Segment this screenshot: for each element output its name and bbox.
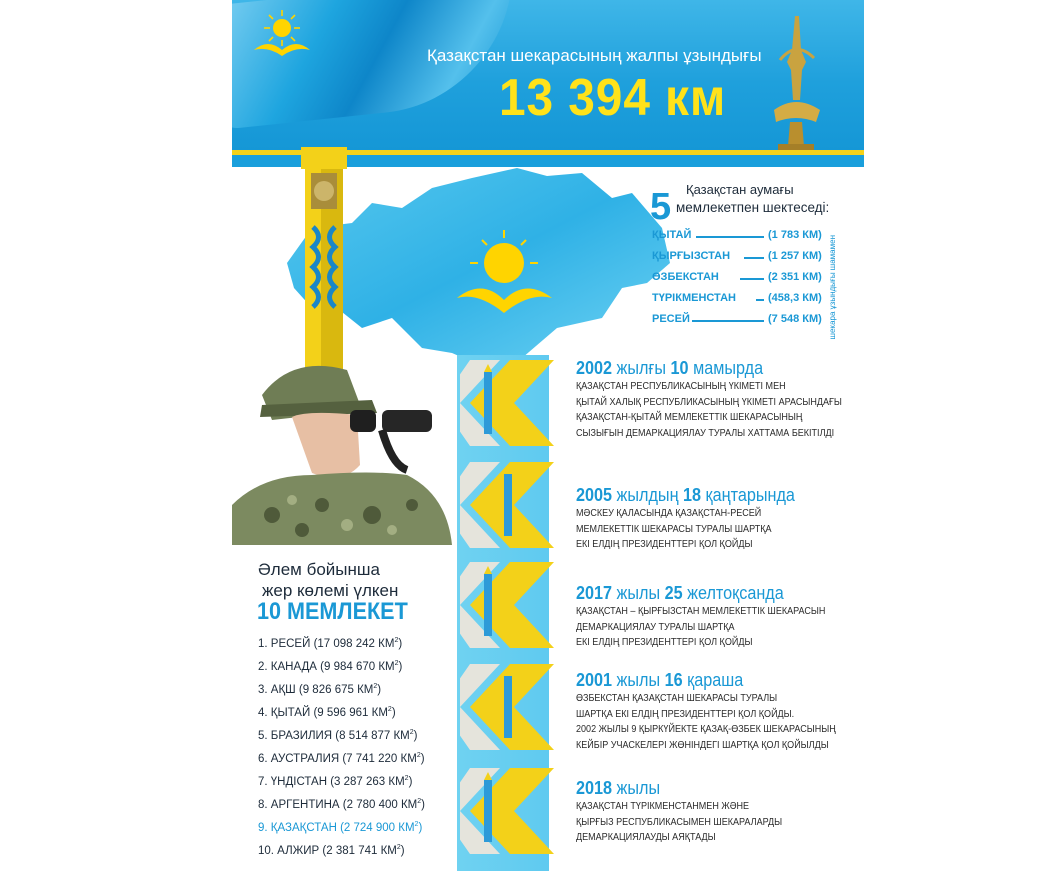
infographic-poster bbox=[232, 0, 864, 871]
event-title: 2017 жылы 25 желтоқсанда bbox=[576, 583, 784, 603]
length-bar bbox=[740, 278, 764, 280]
event-text-line: ҚАЗАҚСТАН ТҮРІКМЕНСТАНМЕН ЖӘНЕ bbox=[576, 800, 750, 812]
sun-eagle-icon bbox=[250, 6, 314, 62]
neighbour-length: (458,3 КМ) bbox=[768, 292, 822, 304]
ranking-item: 5. БРАЗИЛИЯ (8 514 877 $КМ^2$) bbox=[258, 729, 418, 742]
neighbour-name: ҚЫТАЙ bbox=[652, 229, 692, 241]
ranking-title-line2: жер көлемі үлкен bbox=[262, 581, 399, 600]
ranking-item: 3. АҚШ (9 826 675 $КМ^2$) bbox=[258, 683, 382, 696]
timeline-event-2002 bbox=[576, 358, 858, 441]
chevron-marker-5-icon bbox=[460, 768, 554, 854]
length-bar bbox=[692, 320, 764, 322]
neighbour-row bbox=[652, 291, 832, 307]
event-text-line: МӘСКЕУ ҚАЛАСЫНДА ҚАЗАҚСТАН-РЕСЕЙ bbox=[576, 507, 762, 519]
event-text-line: ҚЫРҒЫЗ РЕСПУБЛИКАСЫМЕН ШЕКАРАЛАРДЫ bbox=[576, 815, 783, 828]
event-title: 2005 жылдың 18 қаңтарында bbox=[576, 485, 795, 505]
event-title: 2001 жылы 16 қараша bbox=[576, 670, 744, 690]
header-subtitle: Қазақстан шекарасының жалпы ұзындығы bbox=[427, 46, 762, 65]
neighbour-count: 5 bbox=[650, 186, 672, 228]
neighbour-title-line1: Қазақстан аумағы bbox=[686, 182, 794, 197]
timeline-event-2017 bbox=[576, 583, 858, 651]
length-bar bbox=[696, 236, 764, 238]
ranking-item: 7. ҮНДІСТАН (3 287 263 $КМ^2$) bbox=[258, 775, 413, 788]
border-pillar bbox=[295, 147, 353, 377]
event-text-line: ҚАЗАҚСТАН РЕСПУБЛИКАСЫНЫҢ ҮКІМЕТІ МЕН bbox=[576, 380, 786, 392]
event-text-line: ҚЫТАЙ ХАЛЫҚ РЕСПУБЛИКАСЫНЫҢ ҮКІМЕТІ АРАСЫНДАҒЫ bbox=[576, 395, 842, 408]
event-title: 2002 жылғы 10 мамырда bbox=[576, 358, 764, 378]
ranking-title-line1: Әлем бойынша bbox=[258, 560, 380, 579]
length-bar bbox=[756, 299, 764, 301]
event-text-line: ДЕМАРКАЦИЯЛАУДЫ АЯҚТАДЫ bbox=[576, 831, 716, 843]
ranking-item: 2. КАНАДА (9 984 670 $КМ^2$) bbox=[258, 660, 403, 673]
timeline-event-2018 bbox=[576, 778, 858, 846]
event-text-line: ЕКІ ЕЛДІҢ ПРЕЗИДЕНТТЕРІ ҚОЛ ҚОЙДЫ bbox=[576, 636, 753, 648]
soldier-photo bbox=[232, 355, 452, 545]
event-text-line: КЕЙБІР УЧАСКЕЛЕРІ ЖӨНІНДЕГІ ШАРТҚА ҚОЛ ҚОЙЫЛДЫ bbox=[576, 738, 829, 751]
event-text-line: ЕКІ ЕЛДІҢ ПРЕЗИДЕНТТЕРІ ҚОЛ ҚОЙДЫ bbox=[576, 538, 753, 550]
event-text-line: ҚАЗАҚСТАН – ҚЫРҒЫЗСТАН МЕМЛЕКЕТТІК ШЕКАРАСЫН bbox=[576, 605, 826, 617]
timeline-event-2005 bbox=[576, 485, 858, 553]
neighbour-row bbox=[652, 312, 832, 328]
neighbour-row bbox=[652, 249, 832, 265]
event-text-line: ДЕМАРКАЦИЯЛАУ ТУРАЛЫ ШАРТҚА bbox=[576, 620, 735, 633]
neighbour-length: (2 351 КМ) bbox=[768, 271, 822, 283]
ranking-item: 10. АЛЖИР (2 381 741 $КМ^2$) bbox=[258, 844, 405, 857]
chevron-marker-4-icon bbox=[460, 664, 554, 750]
event-text-line: ШАРТҚА ЕКІ ЕЛДІҢ ПРЕЗИДЕНТТЕРІ ҚОЛ ҚОЙДЫ. bbox=[576, 707, 795, 720]
length-bar bbox=[744, 257, 764, 259]
monument-icon bbox=[760, 10, 832, 150]
neighbour-length: (1 783 КМ) bbox=[768, 229, 822, 241]
neighbour-length: (1 257 КМ) bbox=[768, 250, 822, 262]
event-text-line: 2002 ЖЫЛЫ 9 ҚЫРКҮЙЕКТЕ ҚАЗАҚ-ӨЗБЕК ШЕКАРАСЫНЫҢ bbox=[576, 723, 836, 735]
header-banner bbox=[232, 0, 864, 150]
ranking-item: 8. АРГЕНТИНА (2 780 400 $КМ^2$) bbox=[258, 798, 426, 811]
event-text-line: МЕМЛЕКЕТТІК ШЕКАРАСЫ ТУРАЛЫ ШАРТҚА bbox=[576, 522, 772, 535]
neighbour-length: (7 548 КМ) bbox=[768, 313, 822, 325]
event-text-line: СЫЗЫҒЫН ДЕМАРКАЦИЯЛАУ ТУРАЛЫ ХАТТАМА БЕКІТІЛДІ bbox=[576, 426, 835, 439]
timeline-event-2001 bbox=[576, 670, 858, 753]
event-title: 2018 жылы bbox=[576, 778, 661, 798]
border-total-length: 13 394 км bbox=[499, 69, 727, 127]
event-text-line: ҚАЗАҚСТАН-ҚЫТАЙ МЕМЛЕКЕТТІК ШЕКАРАСЫНЫҢ bbox=[576, 411, 803, 423]
chevron-marker-1-icon bbox=[460, 360, 554, 446]
chevron-marker-2-icon bbox=[460, 462, 554, 548]
event-text-line: ӨЗБЕКСТАН ҚАЗАҚСТАН ШЕКАРАСЫ ТУРАЛЫ bbox=[576, 692, 778, 704]
neighbour-name: ҚЫРҒЫЗСТАН bbox=[652, 250, 731, 262]
neighbour-row bbox=[652, 228, 832, 244]
chevron-marker-3-icon bbox=[460, 562, 554, 648]
neighbour-row bbox=[652, 270, 832, 286]
ranking-item: 4. ҚЫТАЙ (9 596 961 $КМ^2$) bbox=[258, 706, 396, 719]
neighbour-name: ТҮРІКМЕНСТАН bbox=[652, 292, 736, 304]
ranking-item-kazakhstan: 9. ҚАЗАҚСТАН (2 724 900 $КМ^2$) bbox=[258, 821, 423, 834]
ranking-item: 1. РЕСЕЙ (17 098 242 $КМ^2$) bbox=[258, 637, 403, 650]
neighbour-name: ӨЗБЕКСТАН bbox=[652, 271, 719, 283]
ranking-item: 6. АУСТРАЛИЯ (7 741 220 $КМ^2$) bbox=[258, 752, 425, 765]
ranking-heading: 10 МЕМЛЕКЕТ bbox=[257, 598, 408, 625]
neighbour-title-line2: мемлекетпен шектеседі: bbox=[676, 200, 830, 215]
border-length-caption: шекара ұзындығы шамамен bbox=[828, 235, 837, 340]
neighbour-name: РЕСЕЙ bbox=[652, 313, 690, 325]
